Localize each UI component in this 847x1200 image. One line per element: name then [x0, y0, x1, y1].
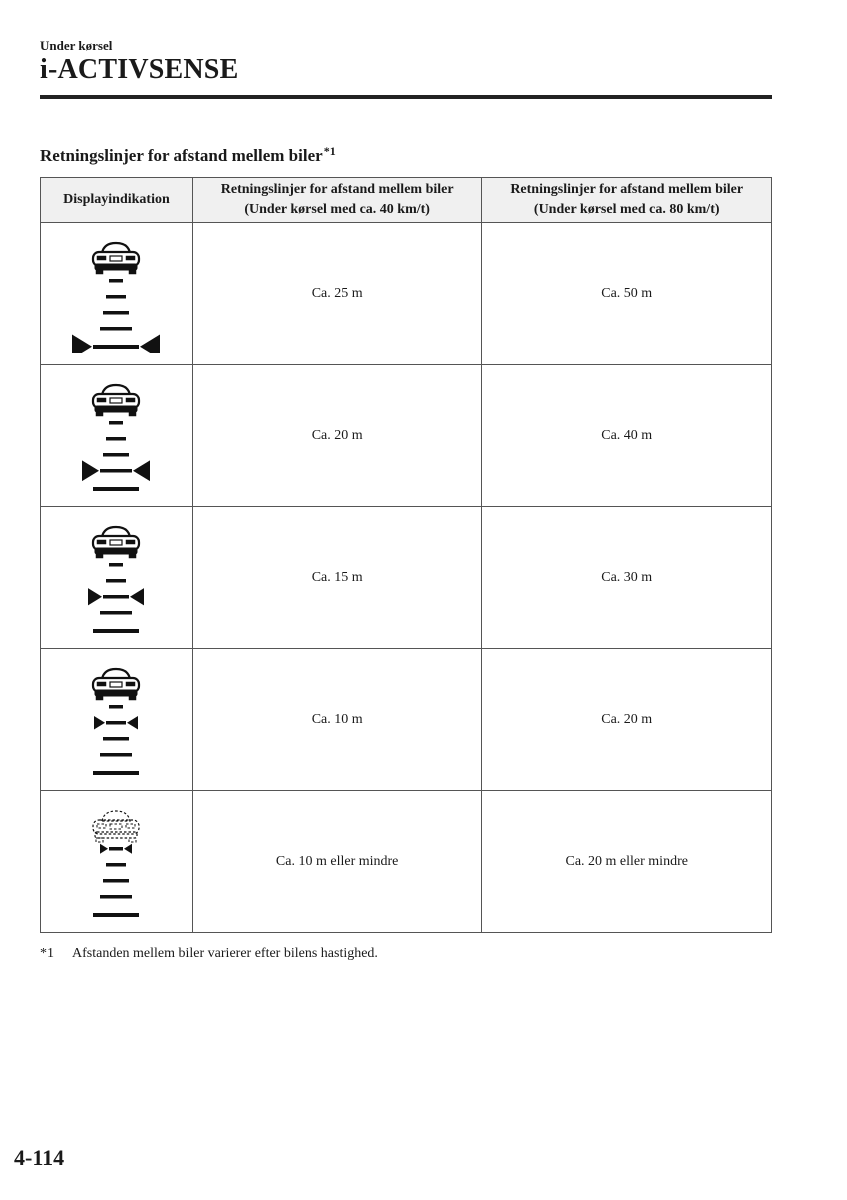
table-header-row [41, 178, 772, 223]
vehicle-ahead-icon [93, 669, 139, 700]
table-row [41, 649, 772, 791]
distance-40kmh-cell: Ca. 10 m eller mindre [192, 791, 482, 933]
distance-80kmh-cell: Ca. 50 m [482, 223, 772, 365]
table-row [41, 365, 772, 507]
page-number: 4-114 [14, 1145, 65, 1170]
page-title: i-ACTIVSENSE [40, 54, 239, 85]
display-indication-cell [41, 223, 193, 365]
column-header-sublabel: (Under kørsel med ca. 40 km/t) [244, 202, 430, 217]
footnote-mark: *1 [40, 946, 54, 961]
distance-bar [100, 753, 132, 757]
column-header-label: Retningslinjer for afstand mellem biler [220, 182, 454, 197]
column-header-40kmh [192, 178, 482, 223]
breadcrumb: Under kørsel [40, 38, 113, 53]
distance-40kmh-cell: Ca. 25 m [192, 223, 482, 365]
vehicle-ahead-icon [93, 385, 139, 416]
distance-guideline-table [40, 177, 772, 933]
distance-bar [93, 913, 139, 917]
distance-marker-right-icon [127, 715, 138, 729]
distance-bar [93, 487, 139, 491]
distance-40kmh-cell: Ca. 15 m [192, 507, 482, 649]
distance-bar [106, 721, 126, 725]
distance-40kmh-cell: Ca. 10 m [192, 649, 482, 791]
column-header-label: Displayindikation [63, 192, 170, 207]
distance-80kmh-cell: Ca. 20 m [482, 649, 772, 791]
distance-bar [106, 863, 126, 867]
column-header-sublabel: (Under kørsel med ca. 80 km/t) [533, 202, 720, 217]
distance-bar [100, 327, 132, 331]
distance-marker-left-icon [88, 588, 102, 605]
distance-bar [109, 563, 123, 567]
column-header-label: Retningslinjer for afstand mellem biler [510, 182, 744, 197]
display-indication-cell [41, 507, 193, 649]
distance-bar [103, 311, 129, 315]
section-heading [40, 144, 336, 166]
distance-bar [100, 895, 132, 899]
distance-bar [109, 705, 123, 709]
distance-bar [103, 879, 129, 883]
following-distance-display-icon [66, 377, 166, 495]
distance-marker-left-icon [100, 843, 108, 853]
distance-bar [93, 629, 139, 633]
distance-bar [93, 771, 139, 775]
distance-bar [103, 737, 129, 741]
column-header-80kmh [482, 178, 772, 223]
distance-marker-right-icon [124, 843, 132, 853]
display-indication-cell [41, 649, 193, 791]
following-distance-display-icon [66, 803, 166, 921]
distance-80kmh-cell: Ca. 40 m [482, 365, 772, 507]
vehicle-ahead-icon [93, 243, 139, 274]
display-indication-cell [41, 791, 193, 933]
display-indication-cell [41, 365, 193, 507]
table-row [41, 223, 772, 365]
distance-marker-right-icon [133, 460, 150, 481]
following-distance-display-icon [66, 235, 166, 353]
distance-bar [106, 295, 126, 299]
footnote [40, 946, 378, 962]
section-heading-text: Retningslinjer for afstand mellem biler [40, 146, 323, 165]
distance-bar [103, 595, 129, 599]
distance-bar [100, 611, 132, 615]
distance-bar [100, 469, 132, 473]
distance-marker-right-icon [130, 588, 144, 605]
distance-80kmh-cell: Ca. 20 m eller mindre [482, 791, 772, 933]
distance-marker-left-icon [82, 460, 99, 481]
distance-bar [109, 421, 123, 425]
vehicle-undetected-icon [93, 811, 139, 842]
distance-bar [93, 345, 139, 349]
title-divider [40, 95, 772, 99]
distance-marker-left-icon [94, 715, 105, 729]
table-row [41, 791, 772, 933]
distance-bar [106, 579, 126, 583]
footnote-reference: *1 [323, 144, 336, 158]
following-distance-display-icon [66, 519, 166, 637]
distance-marker-left-icon [72, 334, 92, 352]
distance-80kmh-cell: Ca. 30 m [482, 507, 772, 649]
vehicle-ahead-icon [93, 527, 139, 558]
table-row [41, 507, 772, 649]
distance-bar [109, 847, 123, 851]
distance-bar [109, 279, 123, 283]
column-header-display [41, 178, 193, 223]
distance-40kmh-cell: Ca. 20 m [192, 365, 482, 507]
distance-bar [103, 453, 129, 457]
footnote-text: Afstanden mellem biler varierer efter bilens hastighed. [72, 946, 378, 961]
distance-marker-right-icon [140, 334, 160, 352]
distance-bar [106, 437, 126, 441]
following-distance-display-icon [66, 661, 166, 779]
